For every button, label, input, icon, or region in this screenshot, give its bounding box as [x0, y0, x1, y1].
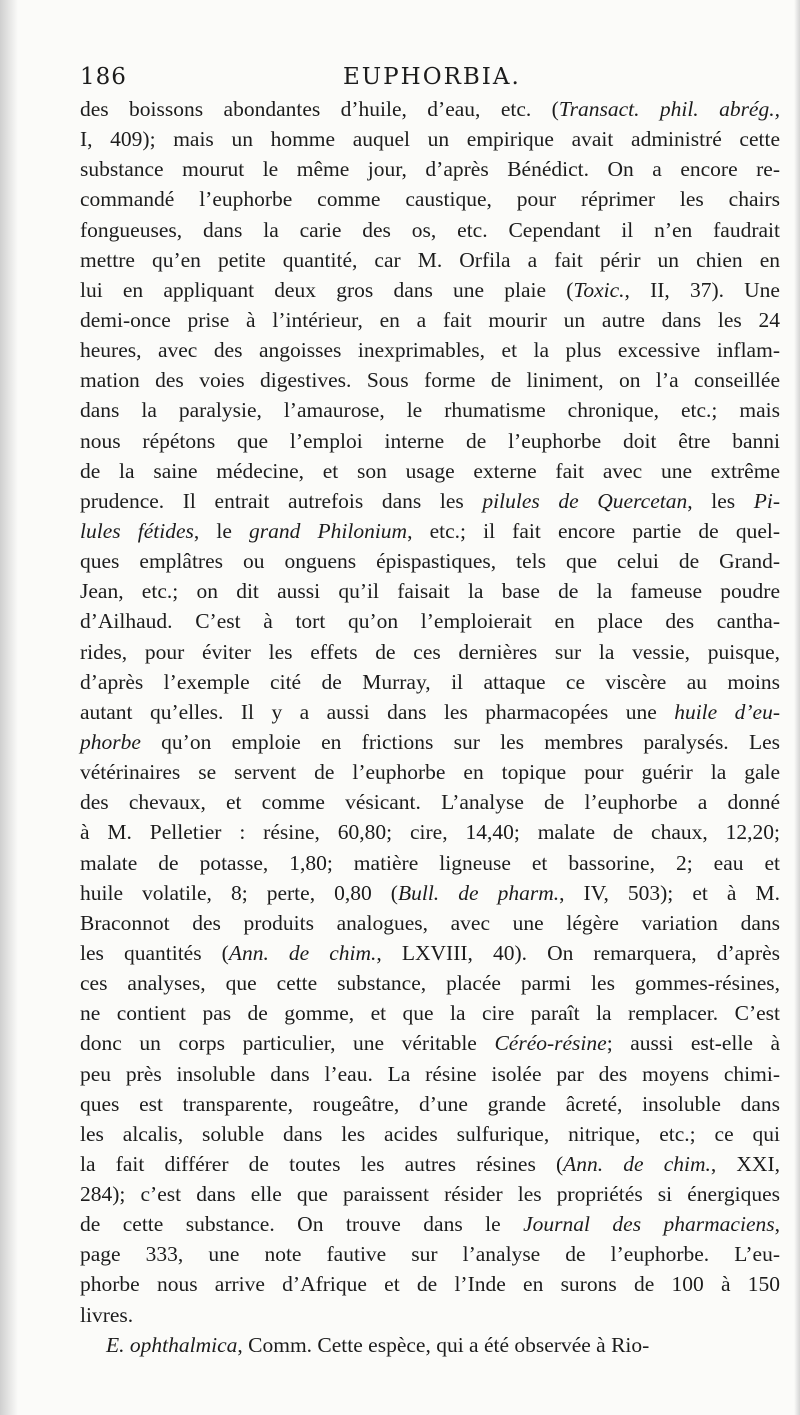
text-line [80, 305, 780, 335]
page-header [80, 56, 780, 90]
text-segment: qu’on emploie en frictions sur les membres paralysés. Les [140, 729, 780, 754]
text-segment: fongueuses, dans la carie des os, etc. Cependant il n’en faudrait [80, 217, 780, 242]
text-segment: , LXVIII, 40). On remarquera, d’après [376, 940, 781, 965]
text-line [80, 1028, 780, 1058]
page-number: 186 [80, 64, 127, 90]
text-line [80, 757, 780, 787]
text-segment: mation des voies digestives. Sous forme de liniment, on l’a conseillée [80, 368, 780, 393]
text-line [80, 154, 780, 184]
text-line [80, 365, 780, 395]
text-segment: d’après l’exemple cité de Murray, il attaque ce viscère au moins [80, 669, 780, 694]
text-segment: les quantités ( [80, 940, 229, 965]
text-segment: Jean, etc.; on dit aussi qu’il faisait la base de la fameuse poudre [80, 579, 780, 604]
italic-segment: Bull. de pharm. [397, 880, 560, 905]
text-segment: malate de potasse, 1,80; matière ligneuse et bassorine, 2; eau et [80, 850, 780, 875]
text-segment: phorbe nous arrive d’Afrique et de l’Inde en surons de 100 à 150 [80, 1272, 780, 1297]
text-segment: ques est transparente, rougeâtre, d’une grande âcreté, insoluble dans [80, 1091, 780, 1116]
text-segment: la fait différer de toutes les autres résines ( [80, 1151, 564, 1176]
text-line [80, 1179, 780, 1209]
italic-segment: Toxic. [573, 277, 625, 302]
italic-segment: Journal des pharmaciens [523, 1212, 775, 1237]
text-segment: , [774, 1212, 780, 1237]
text-segment: , etc.; il fait encore partie de quel- [407, 518, 780, 543]
text-segment: des boissons abondantes d’huile, d’eau, etc. ( [80, 97, 559, 121]
text-segment: les alcalis, soluble dans les acides sulfurique, nitrique, etc.; ce qui [80, 1121, 780, 1146]
running-title: EUPHORBIA. [343, 64, 521, 90]
text-line [80, 787, 780, 817]
text-line [80, 335, 780, 365]
text-segment: ne contient pas de gomme, et que la cire paraît la remplacer. C’est [80, 1001, 780, 1026]
text-line [80, 215, 780, 245]
italic-segment: Ann. de chim. [228, 940, 377, 965]
text-line [80, 1119, 780, 1149]
text-line [80, 1239, 780, 1269]
text-segment: , IV, 503); et à M. [559, 880, 780, 905]
text-segment: à M. Pelletier : résine, 60,80; cire, 14,40; malate de chaux, 12,20; [80, 820, 780, 845]
italic-segment: Pi- [753, 488, 781, 513]
text-segment: de la saine médecine, et son usage externe fait avec une extrême [80, 458, 780, 483]
text-line [80, 456, 780, 486]
text-segment: peu près insoluble dans l’eau. La résine isolée par des moyens chimi- [80, 1061, 780, 1086]
text-segment: de cette substance. On trouve dans le [80, 1212, 524, 1237]
text-segment: autant qu’elles. Il y a aussi dans les pharmacopées une [80, 699, 675, 724]
text-line [80, 817, 780, 847]
text-segment: Braconnot des produits analogues, avec une légère variation dans [80, 910, 780, 935]
text-segment: huile volatile, 8; perte, 0,80 ( [80, 880, 398, 905]
text-line [80, 1149, 780, 1179]
text-line [80, 516, 780, 546]
text-line [80, 395, 780, 425]
text-line [80, 576, 780, 606]
text-segment: ques emplâtres ou onguens épispastiques, tels que celui de Grand- [80, 549, 780, 574]
text-line [80, 1209, 780, 1239]
text-line [80, 486, 780, 516]
text-segment: ; aussi est-elle à [606, 1031, 781, 1056]
text-segment: , XXI, [710, 1151, 780, 1176]
italic-segment: Ann. de chim. [563, 1151, 711, 1176]
text-line [80, 124, 780, 154]
text-line [80, 938, 780, 968]
text-segment: des chevaux, et comme vésicant. L’analyse de l’euphorbe a donné [80, 790, 780, 815]
text-segment: nous répétons que l’emploi interne de l’euphorbe doit être banni [80, 428, 780, 453]
text-segment: d’Ailhaud. C’est à tort qu’on l’emploierait en place des cantha- [80, 609, 780, 634]
text-line [80, 275, 780, 305]
text-line [80, 1059, 780, 1089]
text-line [80, 637, 780, 667]
text-line [80, 606, 780, 636]
text-segment: substance mourut le même jour, d’après Bénédict. On a encore re- [80, 157, 780, 182]
text-line [80, 184, 780, 214]
text-segment: rides, pour éviter les effets de ces dernières sur la vessie, puisque, [80, 639, 780, 664]
text-segment: livres. [80, 1302, 134, 1327]
text-segment: prudence. Il entrait autrefois dans les [80, 488, 483, 513]
text-line [80, 878, 780, 908]
text-segment: heures, avec des angoisses inexprimables, et la plus excessive inflam- [80, 338, 780, 363]
text-segment: mettre qu’en petite quantité, car M. Orfila a fait périr un chien en [80, 247, 780, 272]
italic-segment: pilules de Quercetan [482, 488, 688, 513]
text-line [80, 546, 780, 576]
text-segment: donc un corps particulier, une véritable [80, 1031, 495, 1056]
text-line [80, 1089, 780, 1119]
text-segment: ces analyses, que cette substance, placée parmi les gommes-résines, [80, 971, 780, 996]
text-segment: , II, 37). Une [624, 277, 780, 302]
text-segment: 284); c’est dans elle que paraissent résider les propriétés si énergiques [80, 1182, 780, 1207]
text-line [80, 1300, 780, 1330]
text-line [80, 667, 780, 697]
text-line [80, 426, 780, 456]
text-line [80, 908, 780, 938]
text-line [80, 998, 780, 1028]
italic-segment: phorbe [80, 729, 141, 754]
italic-segment: Céréo-résine [494, 1031, 607, 1056]
italic-segment: E. ophthalmica [106, 1332, 238, 1357]
text-segment: , le [193, 518, 249, 543]
text-segment: vétérinaires se servent de l’euphorbe en topique pour guérir la gale [80, 760, 780, 785]
text-line [80, 1269, 780, 1299]
text-line [80, 968, 780, 998]
text-segment: I, 409); mais un homme auquel un empirique avait administré cette [80, 127, 780, 152]
italic-segment: huile d’eu- [674, 699, 780, 724]
italic-segment: lules fétides [80, 518, 194, 543]
text-segment: demi-once prise à l’intérieur, en a fait mourir un autre dans les 24 [80, 307, 780, 332]
text-segment: page 333, une note fautive sur l’analyse de l’euphorbe. L’eu- [80, 1242, 780, 1267]
text-line [80, 727, 780, 757]
text-segment: commandé l’euphorbe comme caustique, pour réprimer les chairs [80, 187, 780, 212]
text-line [80, 245, 780, 275]
text-line [80, 1330, 780, 1360]
italic-segment: grand Philonium [249, 518, 408, 543]
text-line [80, 94, 780, 124]
text-segment: , Comm. Cette espèce, qui a été observée à Rio- [237, 1332, 650, 1357]
text-segment: lui en appliquant deux gros dans une plaie ( [80, 277, 574, 302]
text-line [80, 697, 780, 727]
text-segment: dans la paralysie, l’amaurose, le rhumatisme chronique, etc.; mais [80, 398, 780, 423]
italic-segment: Transact. phil. abrég., [558, 97, 780, 121]
body-text [80, 94, 780, 1360]
text-segment: , les [687, 488, 754, 513]
text-line [80, 848, 780, 878]
